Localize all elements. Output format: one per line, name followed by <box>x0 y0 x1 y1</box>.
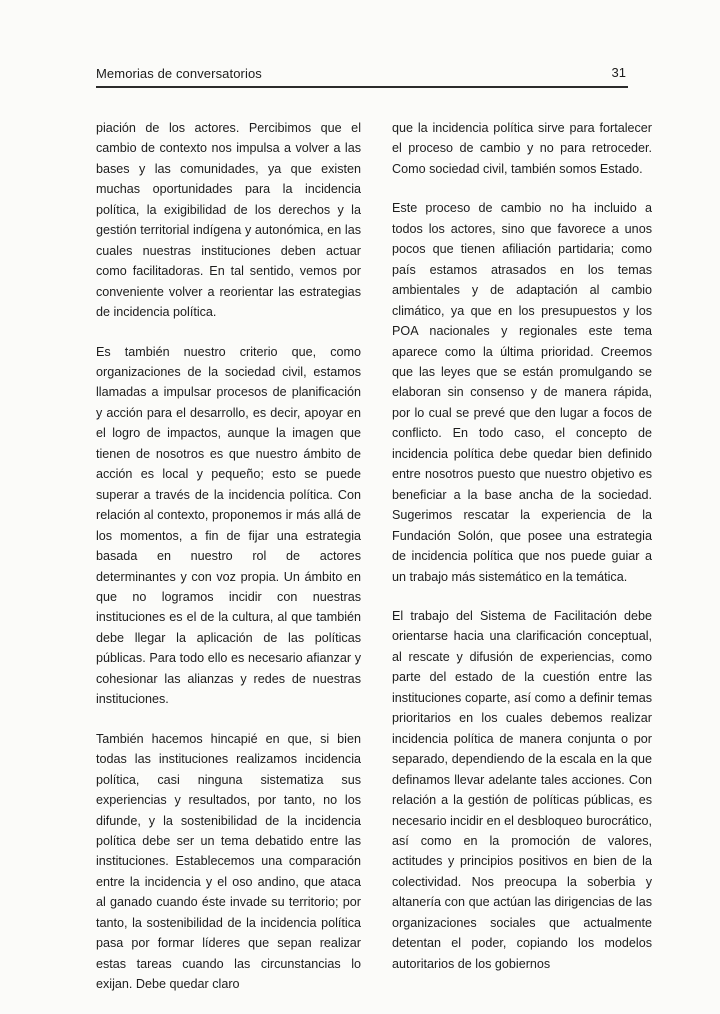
header-rule <box>96 86 628 88</box>
left-paragraph-2: Es también nuestro criterio que, como organizaciones de la sociedad civil, estamos llamadas a impulsar procesos de planificación y acción para el desarrollo, es decir, apoyar en el logro de impactos, aunque la imagen que tienen de nosotros es que nuestro ámbito de acción es local y pequeño; esto se puede superar a través de la incidencia política. Con relación al contexto, proponemos ir más allá de los momentos, a fin de fijar una estrategia basada en nuestro rol de actores determinantes y con voz propia. Un ámbito en que no logramos incidir con nuestras instituciones es el de la cultura, al que también debe llegar la aplicación de las políticas públicas. Para todo ello es necesario afianzar y cohesionar las alianzas y redes de nuestras instituciones. <box>96 344 361 707</box>
right-paragraph-2: Este proceso de cambio no ha incluido a todos los actores, sino que favorece a unos pocos que tienen afiliación partidaria; como país estamos atrasados en los temas ambientales y de adaptación al cambio climático, ya que en los presupuestos y los POA nacionales y regionales este tema aparece como la última prioridad. Creemos que las leyes que se están promulgando se elaboran sin consenso y de manera rápida, por lo cual se prevé que den lugar a focos de conflicto. En todo caso, el concepto de incidencia política debe quedar bien definido entre nosotros puesto que nuestro objetivo es beneficiar a la base ancha de la sociedad. Sugerimos rescatar la experiencia de la Fundación Solón, que posee una estrategia de incidencia política que nos puede guiar a un trabajo más sistemático en la temática. <box>392 201 652 584</box>
left-paragraph-1: piación de los actores. Percibimos que el cambio de contexto nos impulsa a volver a las bases y las comunidades, ya que existen muchas oportunidades para la incidencia política, la exigibilidad de los derechos y la gestión territorial indígena y autonómica, en las cuales nuestras instituciones deben actuar como facilitadoras. En tal sentido, vemos por conveniente volver a reorientar las estrategias de incidencia política. <box>96 121 361 320</box>
page-header <box>96 62 628 88</box>
page-number: 31 <box>611 65 626 80</box>
left-column <box>96 118 361 1014</box>
right-paragraph-1: que la incidencia política sirve para fortalecer el proceso de cambio y no para retroceder. Como sociedad civil, también somos Estado. <box>392 121 652 176</box>
running-title: Memorias de conversatorios <box>96 66 262 81</box>
left-paragraph-3: También hacemos hincapié en que, si bien todas las instituciones realizamos incidencia política, casi ninguna sistematiza sus experiencias y resultados, por tanto, no los difunde, y la sostenibilidad de la incidencia política debe ser un tema debatido entre las instituciones. Establecemos una comparación entre la incidencia y el oso andino, que ataca al ganado cuando éste invade su territorio; por tanto, la sostenibilidad de la incidencia política pasa por formar líderes que sepan realizar estas tareas cuando las circunstancias lo exijan. Debe quedar claro <box>96 731 361 992</box>
right-column <box>392 118 652 993</box>
right-paragraph-3: El trabajo del Sistema de Facilitación debe orientarse hacia una clarificación conceptual, al rescate y difusión de experiencias, como parte del estado de la cuestión entre las instituciones coparte, así como a definir temas prioritarios en los cuales debemos realizar incidencia política de manera conjunta o por separado, dependiendo de la escala en la que definamos llevar adelante tales acciones. Con relación a la gestión de políticas públicas, es necesario incidir en el desbloqueo burocrático, así como en la promoción de valores, actitudes y principios positivos en bien de la colectividad. Nos preocupa la soberbia y altanería con que actúan las dirigencias de las organizaciones sociales que actualmente detentan el poder, copiando los modelos autoritarios de los gobiernos <box>392 608 652 971</box>
